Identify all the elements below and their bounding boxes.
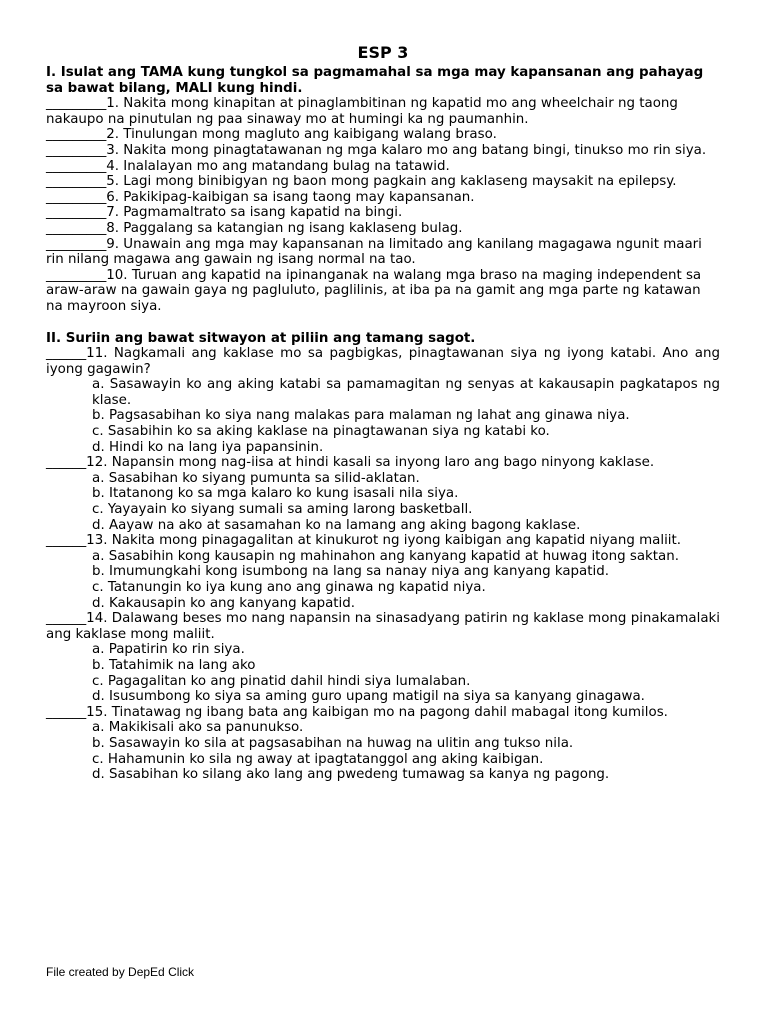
question-stem xyxy=(46,611,720,642)
stem-text: 12. Napansin mong nag-iisa at hindi kasali sa inyong laro ang bago ninyong kaklase. xyxy=(86,455,655,471)
option-b: b. Pagsasabihan ko siya nang malakas para malaman ng lahat ang ginawa niya. xyxy=(92,408,630,424)
option-d: d. Hindi ko na lang iya papansinin. xyxy=(92,439,324,455)
item-text: 8. Paggalang sa katangian ng isang kaklaseng bulag. xyxy=(106,220,463,236)
list-item xyxy=(46,143,720,159)
item-text: 2. Tinulungan mong magluto ang kaibigang walang braso. xyxy=(106,127,497,143)
answer-blank: ______ xyxy=(46,704,87,720)
option-c: c. Tatanungin ko iya kung ano ang ginawa ng kapatid niya. xyxy=(92,580,486,595)
list-item xyxy=(46,190,720,206)
item-text: 7. Pagmamaltrato sa isang kapatid na bingi. xyxy=(106,205,403,221)
answer-blank: _________ xyxy=(46,189,107,205)
option-d: d. Kakausapin ko ang kanyang kapatid. xyxy=(92,595,356,611)
page-title: ESP 3 xyxy=(357,43,409,62)
list-item xyxy=(46,159,720,175)
option-b: b. Itatanong ko sa mga kalaro ko kung isasali nila siya. xyxy=(92,486,459,502)
answer-blank: ______ xyxy=(46,533,87,549)
item-text: 3. Nakita mong pinagtatawanan ng mga kalaro mo ang batang bingi, tinukso mo rin siya. xyxy=(106,142,707,158)
answer-blank: _________ xyxy=(46,142,107,158)
question-14 xyxy=(46,611,720,705)
option-c: c. Hahamunin ko sila ng away at ipagtatanggol ang aking kaibigan. xyxy=(92,751,544,767)
question-stem xyxy=(46,705,720,721)
item-text: 4. Inalalayan mo ang matandang bulag na tatawid. xyxy=(106,158,450,174)
stem-text: 13. Nakita mong pinagagalitan at kinukurot ng iyong kaibigan ang kapatid niyang maliit. xyxy=(86,533,682,549)
answer-blank: ______ xyxy=(46,455,87,471)
option-a: a. Papatirin ko rin siya. xyxy=(92,642,245,658)
answer-blank: _________ xyxy=(46,96,107,112)
list-item xyxy=(46,205,720,221)
list-item xyxy=(46,237,720,268)
option-d: d. Isusumbong ko siya sa aming guro upang matigil na siya sa kanyang ginagawa. xyxy=(92,689,645,705)
worksheet xyxy=(46,44,720,783)
list-item xyxy=(46,96,720,127)
option-b: b. Tatahimik na lang ako xyxy=(92,657,256,673)
option-a: a. Sasabihin kong kausapin ng mahinahon ang kanyang kapatid at huwag itong saktan. xyxy=(92,548,679,564)
section1-list xyxy=(46,96,720,314)
option-c: c. Pagagalitan ko ang pinatid dahil hindi siya lumalaban. xyxy=(92,673,471,689)
option-b: b. Imumungkahi kong isumbong na lang sa nanay niya ang kanyang kapatid. xyxy=(92,564,609,580)
item-text: 10. Turuan ang kapatid na ipinanganak na walang mga braso na maging independent sa araw-araw na gawain gaya ng pagluluto, paglilinis, at iba pa na gamit ang mga parte ng katawan na mayroon siya. xyxy=(46,267,702,314)
answer-blank: _________ xyxy=(46,174,107,190)
question-stem xyxy=(46,533,720,549)
answer-blank: ______ xyxy=(46,611,87,627)
question-11 xyxy=(46,346,720,455)
question-stem xyxy=(46,346,720,377)
answer-blank: ______ xyxy=(46,346,87,362)
option-c: c. Sasabihin ko sa aking kaklase na pinagtawanan siya ng katabi ko. xyxy=(92,424,550,440)
section1-heading: I. Isulat ang TAMA kung tungkol sa pagmamahal sa mga may kapansanan ang pahayag sa bawat bilang, MALI kung hindi. xyxy=(46,65,704,96)
list-item xyxy=(46,127,720,143)
list-item xyxy=(46,221,720,237)
option-b: b. Sasawayin ko sila at pagsasabihan na huwag na ulitin ang tukso nila. xyxy=(92,735,574,751)
question-15 xyxy=(46,705,720,783)
option-a: a. Sasabihan ko siyang pumunta sa silid-aklatan. xyxy=(92,470,420,486)
item-text: 1. Nakita mong kinapitan at pinaglambitinan ng kapatid mo ang wheelchair ng taong nakaupo na pinutulan ng paa sinaway mo at humingi ka ng paumanhin. xyxy=(46,96,678,127)
answer-blank: _________ xyxy=(46,220,107,236)
answer-blank: _________ xyxy=(46,205,107,221)
list-item xyxy=(46,268,720,315)
stem-text: 11. Nagkamali ang kaklase mo sa pagbigkas, pinagtawanan siya ng iyong katabi. Ano ang iyong gagawin? xyxy=(46,346,720,377)
question-13 xyxy=(46,533,720,611)
item-text: 9. Unawain ang mga may kapansanan na limitado ang kanilang magagawa ngunit maari rin nilang magawa ang gawain ng isang normal na tao. xyxy=(46,236,702,268)
answer-blank: _________ xyxy=(46,236,107,252)
question-stem xyxy=(46,455,720,471)
option-c: c. Yayayain ko siyang sumali sa aming larong basketball. xyxy=(92,502,473,518)
option-d: d. Aayaw na ako at sasamahan ko na lamang ang aking bagong kaklase. xyxy=(92,517,581,533)
option-a: a. Sasawayin ko ang aking katabi sa pamamagitan ng senyas at kakausapin pagkatapos ng klase. xyxy=(92,377,720,408)
answer-blank: _________ xyxy=(46,267,107,283)
option-d: d. Sasabihan ko silang ako lang ang pwedeng tumawag sa kanya ng pagong. xyxy=(92,767,610,783)
item-text: 6. Pakikipag-kaibigan sa isang taong may kapansanan. xyxy=(106,189,475,205)
item-text: 5. Lagi mong binibigyan ng baon mong pagkain ang kaklaseng maysakit na epilepsy. xyxy=(106,174,677,190)
question-12 xyxy=(46,455,720,533)
stem-text: 15. Tinatawag ng ibang bata ang kaibigan mo na pagong dahil mabagal itong kumilos. xyxy=(86,704,668,720)
section2-heading: II. Suriin ang bawat sitwayon at piliin ang tamang sagot. xyxy=(46,330,476,346)
option-a: a. Makikisali ako sa panunukso. xyxy=(92,720,304,736)
footer-credit: File created by DepEd Click xyxy=(46,965,195,979)
answer-blank: _________ xyxy=(46,158,107,174)
list-item xyxy=(46,174,720,190)
stem-text: 14. Dalawang beses mo nang napansin na sinasadyang patirin ng kaklase mong pinakamalaki ang kaklase mong maliit. xyxy=(46,611,720,642)
answer-blank: _________ xyxy=(46,127,107,143)
